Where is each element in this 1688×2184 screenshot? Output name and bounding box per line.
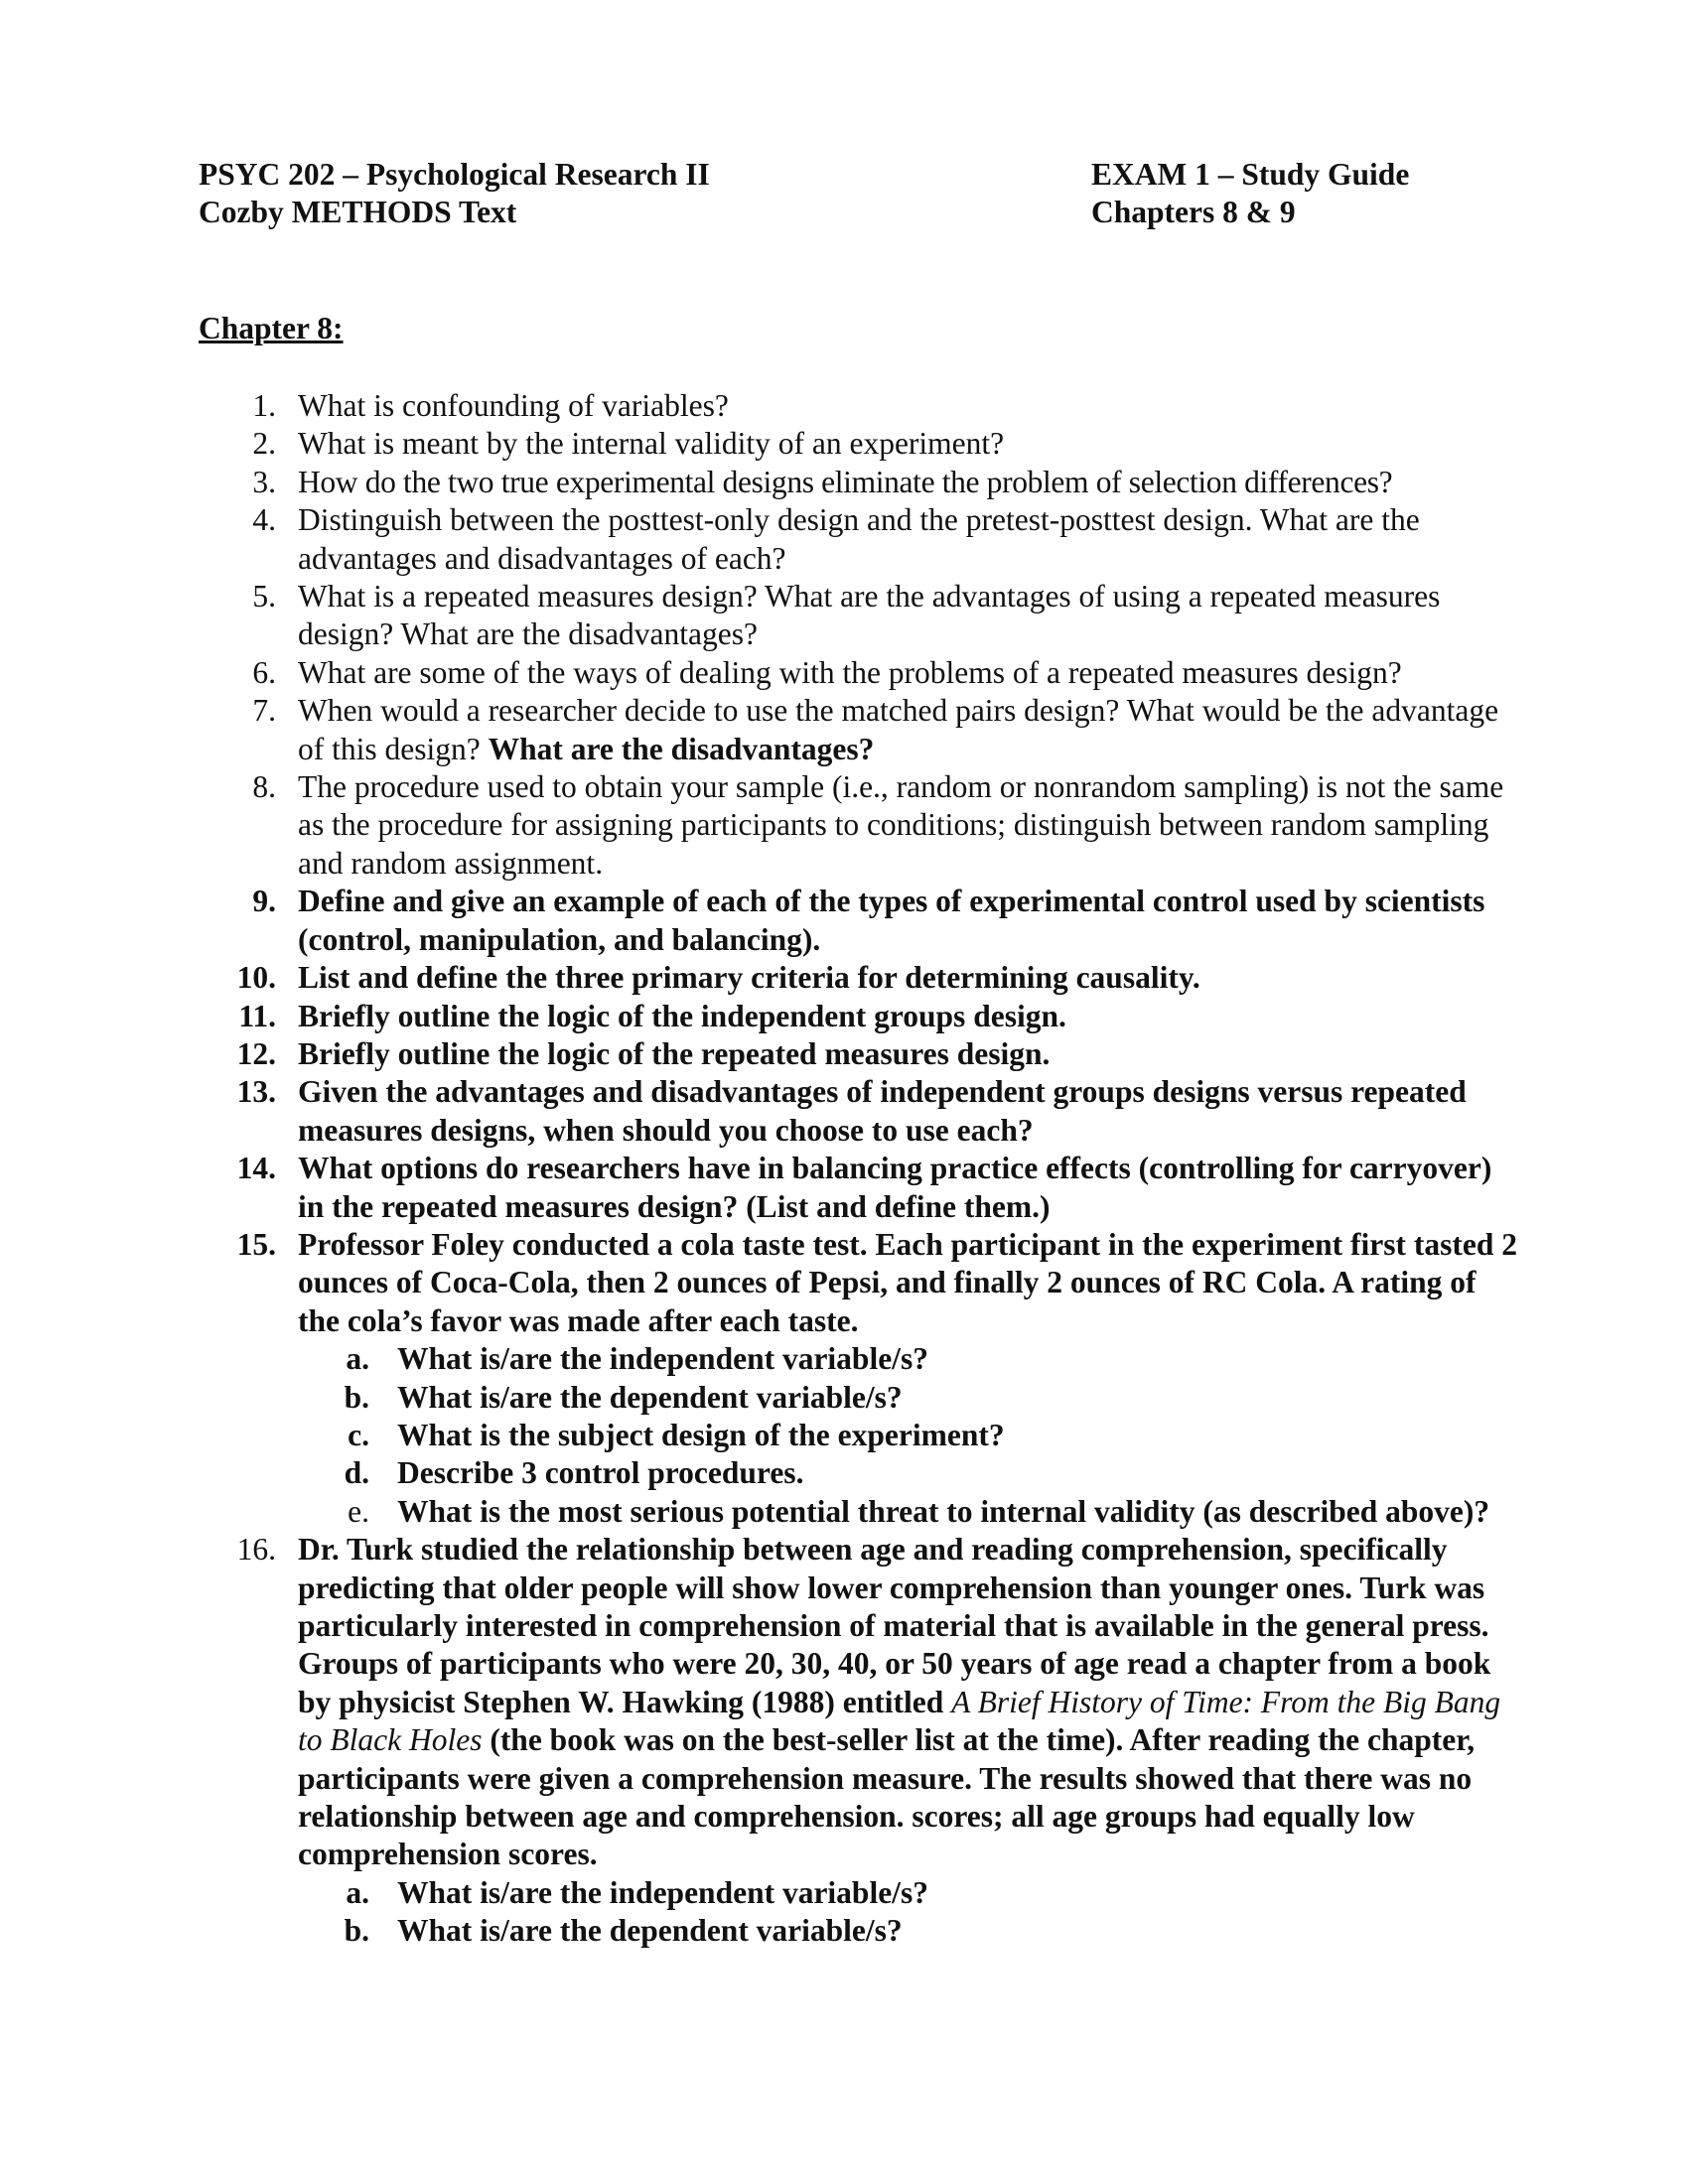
subquestion-letter: a. [346,1874,369,1910]
question-1 [199,387,1519,425]
question-10 [199,959,1519,997]
question-number: 13. [236,1074,276,1110]
question-number: 14. [236,1151,276,1186]
course-title: PSYC 202 – Psychological Research II [199,157,710,192]
question-text: Define and give an example of each of the types of experimental control used by scientists (control, manipulation, and balancing). [298,884,1485,957]
subquestion-text: What is/are the independent variable/s? [397,1341,928,1377]
question-number: 1. [252,388,276,423]
question-4 [199,501,1519,578]
question-11 [199,998,1519,1035]
subquestion-letter: a. [346,1341,369,1377]
subquestion-16b [298,1912,1519,1950]
question-number: 15. [236,1226,276,1262]
question-number: 8. [252,769,276,805]
course-text: Cozby METHODS Text [199,195,517,229]
question-15-subitems [298,1340,1519,1531]
subquestion-15a [298,1340,1519,1378]
question-9 [199,883,1519,959]
question-16-subitems [298,1874,1519,1951]
question-text: Briefly outline the logic of the repeated measures design. [298,1035,1051,1071]
question-text: What options do researchers have in balancing practice effects (controlling for carryover) in the repeated measures design? (List and define them.) [298,1151,1492,1224]
question-13 [199,1073,1519,1150]
question-text: List and define the three primary criteria for determining causality. [298,960,1200,996]
subquestion-letter: b. [344,1379,369,1415]
subquestion-text: Describe 3 control procedures. [397,1455,804,1491]
question-14 [199,1150,1519,1226]
course-info [199,156,710,231]
question-number: 9. [252,884,276,919]
question-number: 16. [236,1532,276,1568]
question-16 [199,1531,1519,1950]
question-number: 10. [236,960,276,996]
subquestion-text: What is/are the dependent variable/s? [397,1913,903,1949]
question-text: What is meant by the internal validity of an experiment? [298,426,1005,462]
subquestion-15d [298,1454,1519,1492]
question-text: The procedure used to obtain your sample (i.e., random or nonrandom sampling) is not the same as the procedure for assigning participants to conditions; distinguish between random sampling and random assignment. [298,769,1504,881]
question-5 [199,578,1519,654]
question-number: 3. [252,464,276,499]
question-text: Professor Foley conducted a cola taste test. Each participant in the experiment first tasted 2 ounces of Coca-Cola, then 2 ounces of Pepsi, and finally 2 ounces of RC Cola. A rating of the cola’s favor was made after each taste. [298,1226,1518,1338]
question-text: When would a researcher decide to use the matched pairs design? What would be the advantage of this design? [298,693,1499,766]
subquestion-15b [298,1379,1519,1417]
exam-title: EXAM 1 – Study Guide [1091,157,1410,192]
subquestion-text: What is/are the dependent variable/s? [397,1379,903,1415]
subquestion-16a [298,1874,1519,1912]
question-7 [199,692,1519,768]
question-number: 6. [252,654,276,690]
subquestion-letter: e. [348,1493,369,1529]
question-number: 7. [252,693,276,729]
subquestion-text: What is the most serious potential threat to internal validity (as described above)? [397,1493,1490,1529]
question-text: Distinguish between the posttest-only design and the pretest-posttest design. What are the advantages and disadvantages of each? [298,502,1420,576]
question-number: 4. [252,502,276,538]
exam-info [1091,156,1409,231]
subquestion-letter: d. [344,1455,369,1491]
question-6 [199,654,1519,692]
subquestion-15e [298,1493,1519,1531]
book-title: A Brief History of Time: From the Big Bang to Black Holes [298,1684,1501,1758]
question-8 [199,768,1519,883]
question-15 [199,1226,1519,1531]
question-text: Given the advantages and disadvantages of independent groups designs versus repeated measures designs, when should you choose to use each? [298,1074,1467,1148]
question-text-continued: (the book was on the best-seller list at the time). After reading the chapter, participants were given a comprehension measure. The results showed that there was no relationship between age and comprehension. scores; all age groups had equally low comprehension scores. [298,1722,1476,1872]
question-text: How do the two true experimental designs eliminate the problem of selection differences? [298,464,1393,499]
exam-chapters: Chapters 8 & 9 [1091,195,1296,229]
subquestion-letter: c. [348,1417,369,1452]
question-list [199,387,1519,1951]
question-number: 12. [236,1035,276,1071]
chapter-heading: Chapter 8: [199,311,344,345]
question-text: What is a repeated measures design? What are the advantages of using a repeated measures design? What are the disadvantages? [298,579,1441,652]
question-number: 5. [252,579,276,614]
question-12 [199,1035,1519,1073]
subquestion-text: What is/are the independent variable/s? [397,1874,928,1910]
question-3 [199,464,1519,501]
question-2 [199,425,1519,463]
question-text: What are some of the ways of dealing with the problems of a repeated measures design? [298,654,1402,690]
subquestion-text: What is the subject design of the experiment? [397,1417,1005,1452]
subquestion-15c [298,1417,1519,1454]
subquestion-letter: b. [344,1913,369,1949]
question-text-bold: What are the disadvantages? [488,731,875,766]
question-number: 11. [238,998,276,1033]
question-number: 2. [252,426,276,462]
question-text: Dr. Turk studied the relationship between age and reading comprehension, specifically predicting that older people will show lower comprehension than younger ones. Turk was particularly interested in comprehension of material that is available in the general press. Groups of participants who were 20, 30, 40, or 50 years of age read a chapter from a book by physicist Stephen W. Hawking (1988) entitled [298,1532,1491,1719]
question-text: What is confounding of variables? [298,388,729,423]
question-text: Briefly outline the logic of the independent groups design. [298,998,1066,1033]
